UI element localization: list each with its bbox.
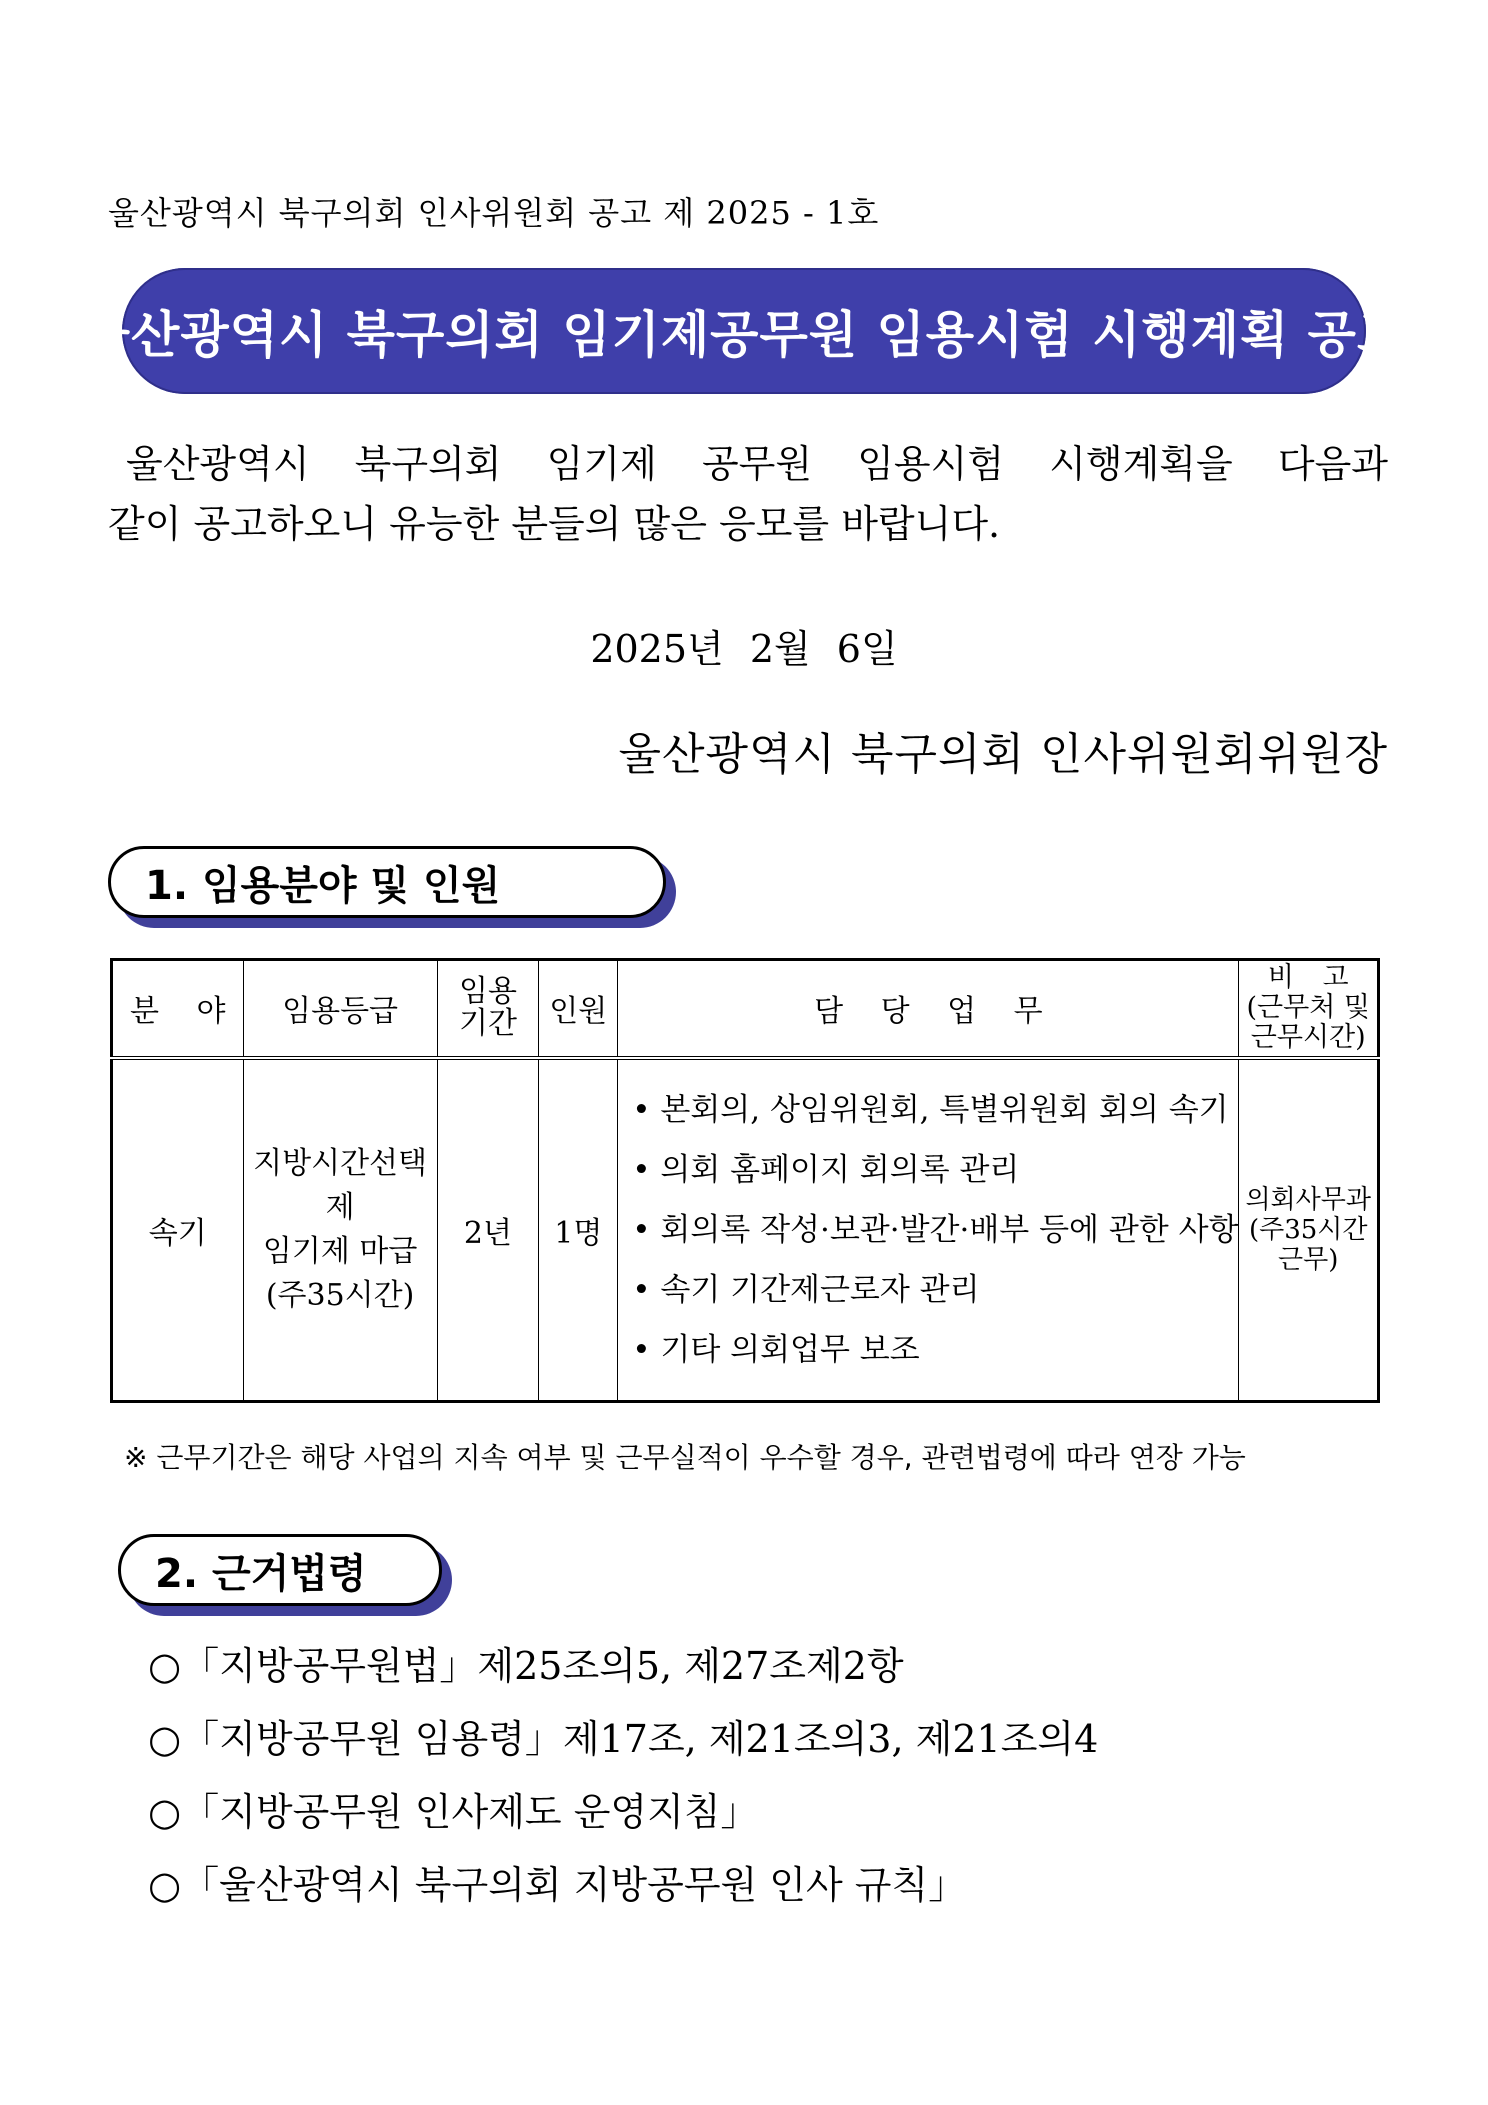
title-banner bbox=[81, 268, 1407, 394]
section-1-heading: 1. 임용분야 및 인원 bbox=[108, 846, 666, 918]
cell-note-line-1: 의회사무과 bbox=[1245, 1184, 1372, 1215]
duty-item: • 의회 홈페이지 회의록 관리 bbox=[632, 1151, 1020, 1188]
header-grade: 임용등급 bbox=[243, 960, 437, 1058]
cell-note bbox=[1239, 1058, 1379, 1402]
cell-duties bbox=[618, 1058, 1239, 1402]
list-item: ○「지방공무원 인사제도 운영지침」 bbox=[148, 1790, 759, 1834]
list-item: ○「울산광역시 북구의회 지방공무원 인사 규칙」 bbox=[148, 1863, 967, 1907]
header-field: 분 야 bbox=[112, 960, 244, 1058]
notice-date: 2025년 2월 6일 bbox=[590, 627, 898, 671]
cell-grade-line-3: (주35시간) bbox=[265, 1277, 415, 1313]
recruitment-table bbox=[110, 958, 1380, 1403]
header-period-line-1: 임용 bbox=[458, 974, 517, 1010]
cell-grade-line-1: 지방시간선택제 bbox=[253, 1145, 428, 1225]
list-item: ○「지방공무원법」제25조의5, 제27조제2항 bbox=[148, 1644, 904, 1688]
header-period bbox=[437, 960, 539, 1058]
notice-number: 울산광역시 북구의회 인사위원회 공고 제 2025 - 1호 bbox=[108, 194, 880, 232]
legal-basis-list bbox=[148, 1630, 1098, 1922]
cell-note-line-2: (주35시간 bbox=[1248, 1214, 1368, 1245]
intro-line-2: 같이 공고하오니 유능한 분들의 많은 응모를 바랍니다. bbox=[108, 502, 1001, 546]
header-note-line-2: (근무처 및 bbox=[1246, 992, 1370, 1024]
header-note-line-3: 근무시간) bbox=[1250, 1022, 1366, 1054]
header-note bbox=[1239, 960, 1379, 1058]
duty-item: • 속기 기간제근로자 관리 bbox=[632, 1271, 980, 1308]
cell-field: 속기 bbox=[112, 1058, 244, 1402]
duty-item: • 본회의, 상임위원회, 특별위원회 회의 속기 bbox=[632, 1091, 1229, 1128]
table-footnote: ※ 근무기간은 해당 사업의 지속 여부 및 근무실적이 우수할 경우, 관련법령에 따라 연장 가능 bbox=[124, 1441, 1246, 1474]
duty-item: • 기타 의회업무 보조 bbox=[632, 1331, 920, 1368]
cell-count: 1명 bbox=[539, 1058, 618, 1402]
table-header-row bbox=[112, 960, 1379, 1058]
intro-line-1: 울산광역시 북구의회 임기제 공무원 임용시험 시행계획을 다음과 bbox=[126, 442, 1388, 486]
intro-paragraph bbox=[108, 434, 1388, 554]
duty-item: • 회의록 작성·보관·발간·배부 등에 관한 사항 bbox=[632, 1211, 1239, 1248]
page-title: 울산광역시 북구의회 임기제공무원 임용시험 시행계획 공고 bbox=[81, 306, 1407, 364]
cell-period: 2년 bbox=[437, 1058, 539, 1402]
cell-note-line-3: 근무) bbox=[1278, 1244, 1339, 1275]
header-duties: 담 당 업 무 bbox=[618, 960, 1239, 1058]
cell-grade-line-2: 임기제 마급 bbox=[262, 1233, 418, 1269]
header-period-line-2: 기간 bbox=[458, 1006, 517, 1042]
cell-grade bbox=[243, 1058, 437, 1402]
table-row bbox=[112, 1058, 1379, 1402]
list-item: ○「지방공무원 임용령」제17조, 제21조의3, 제21조의4 bbox=[148, 1717, 1099, 1761]
section-2-heading: 2. 근거법령 bbox=[118, 1534, 442, 1606]
signer: 울산광역시 북구의회 인사위원회위원장 bbox=[618, 729, 1388, 780]
header-count: 인원 bbox=[539, 960, 618, 1058]
header-note-line-1: 비 고 bbox=[1267, 962, 1349, 994]
